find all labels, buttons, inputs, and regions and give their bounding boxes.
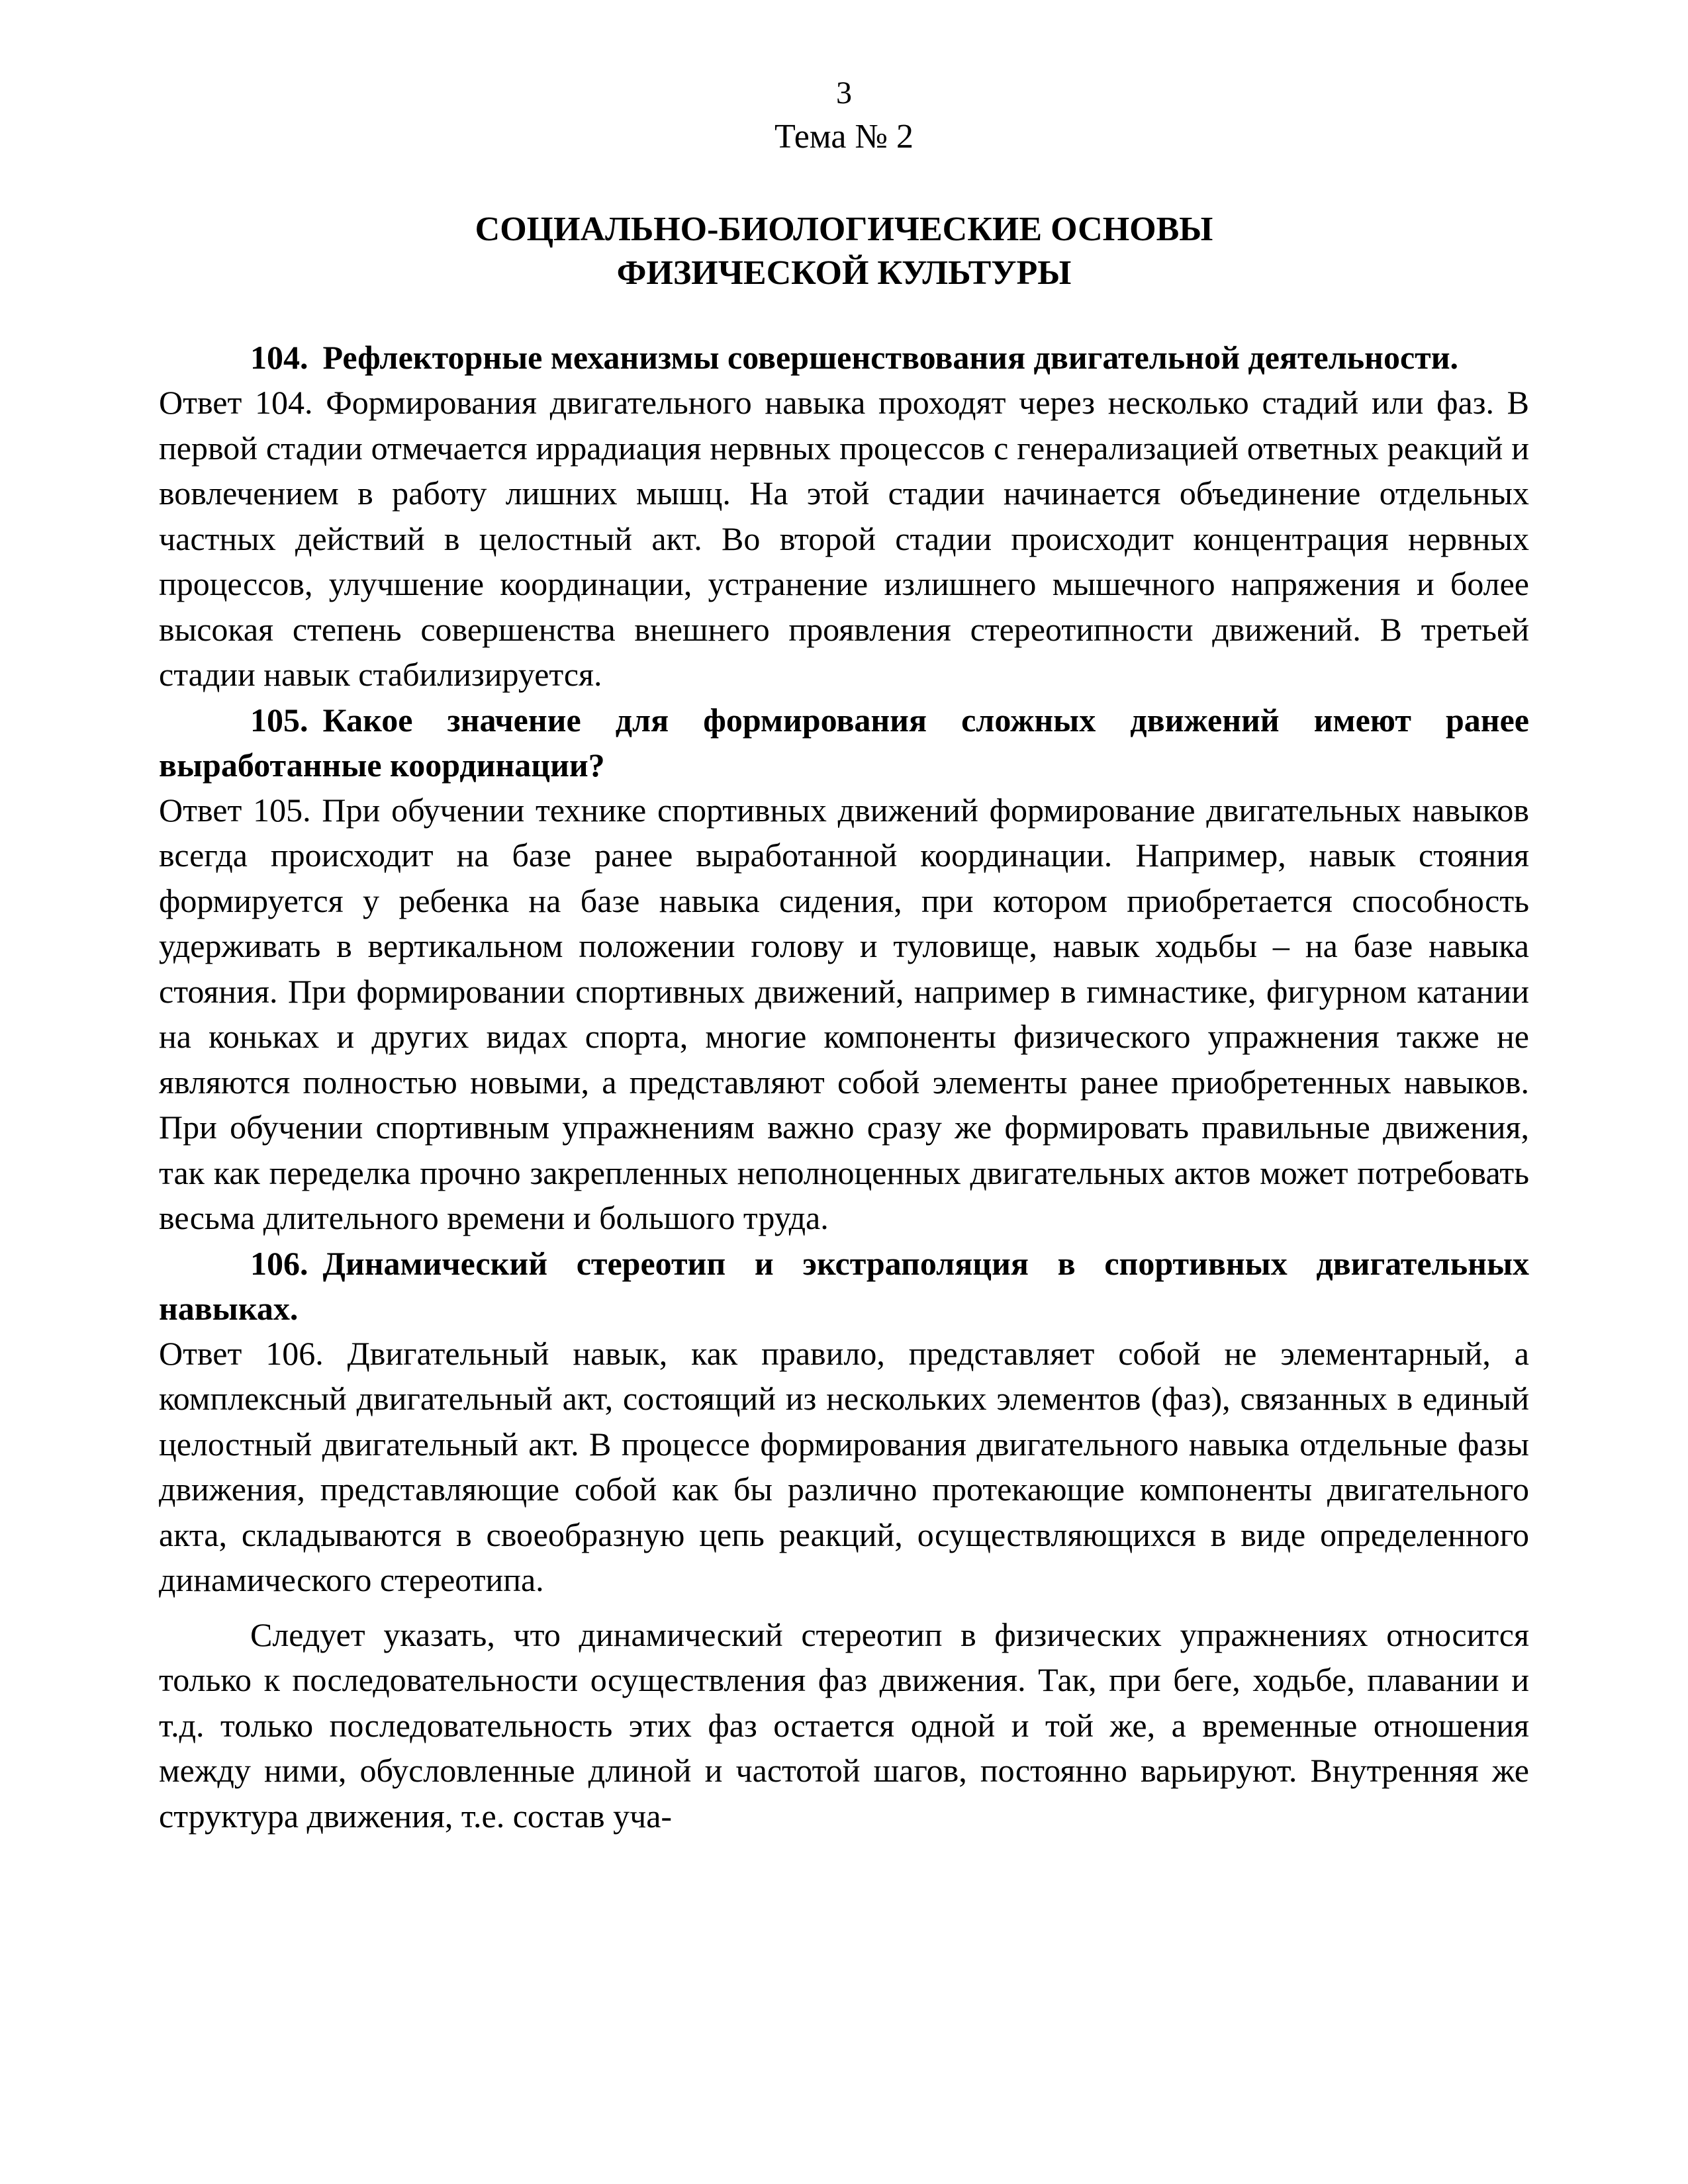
question-block-105 <box>159 698 1529 1241</box>
document-page <box>159 73 1529 2124</box>
question-text: Динамический стереотип и экстраполяция в спортивных двигательных навыках. <box>159 1244 1529 1327</box>
document-title <box>159 208 1529 295</box>
question-number: 106. <box>250 1244 308 1282</box>
question-block-104 <box>159 335 1529 698</box>
question-text: Какое значение для формирования сложных движений имеют ранее выработанные координации? <box>159 701 1529 784</box>
question-heading <box>159 698 1529 788</box>
answer-text: Ответ 104. Формирования двигательного навыка проходят через несколько стадий или фаз. В первой стадии отмечается иррадиация нервных процессов с генерализацией ответных реакций и вовлечением в работу лишних мышц. На этой стадии начинается объединение отдельных частных действий в целостный акт. Во второй стадии происходит концентрация нервных процессов, улучшение координации, устранение излишнего мышечного напряжения и более высокая степень совершенства внешнего проявления стереотипности движений. В третьей стадии навык стабилизируется. <box>159 384 1529 693</box>
question-heading <box>159 1241 1529 1331</box>
title-line-2: ФИЗИЧЕСКОЙ КУЛЬТУРЫ <box>616 254 1072 292</box>
question-heading <box>159 335 1529 380</box>
title-line-1: СОЦИАЛЬНО-БИОЛОГИЧЕСКИЕ ОСНОВЫ <box>475 210 1213 248</box>
page-number: 3 <box>836 75 852 111</box>
continuation-paragraph: Следует указать, что динамический стереотип в физических упражнениях относится только к последовательности осуществления фаз движения. Так, при беге, ходьбе, плавании и т.д. только последовательность этих фаз остается одной и той же, а временные отношения между ними, обусловленные длиной и частотой шагов, постоянно варьируют. Внутренняя же структура движения, т.е. состав уча- <box>159 1615 1529 1835</box>
answer-text: Ответ 106. Двигательный навык, как правило, представляет собой не элементарный, а комплексный двигательный акт, состоящий из нескольких элементов (фаз), связанных в единый целостный двигательный акт. В процессе формирования двигательного навыка отдельные фазы движения, представляющие собой как бы различно протекающие компоненты двигательного акта, складываются в своеобразную цепь реакций, осуществляющихся в виде определенного динамического стереотипа. <box>159 1334 1529 1598</box>
answer-text: Ответ 105. При обучении технике спортивных движений формирование двигательных навыков всегда происходит на базе ранее выработанной координации. Например, навык стояния формируется у ребенка на базе навыка сидения, при котором приобретается способность удерживать в вертикальном положении голову и туловище, навык ходьбы – на базе навыка стояния. При формировании спортивных движений, например в гимнастике, фигурном катании на коньках и других видах спорта, многие компоненты физического упражнения также не являются полностью новыми, а представляют собой элементы ранее приобретенных навыков. При обучении спортивным упражнениям важно сразу же формировать правильные движения, так как переделка прочно закрепленных неполноценных двигательных актов может потребовать весьма длительного времени и большого труда. <box>159 791 1529 1236</box>
question-block-106 <box>159 1241 1529 1603</box>
question-number: 104. <box>250 339 308 376</box>
question-text: Рефлекторные механизмы совершенствования двигательной деятельности. <box>322 339 1459 376</box>
question-number: 105. <box>250 701 308 739</box>
topic-heading: Тема № 2 <box>774 118 914 156</box>
